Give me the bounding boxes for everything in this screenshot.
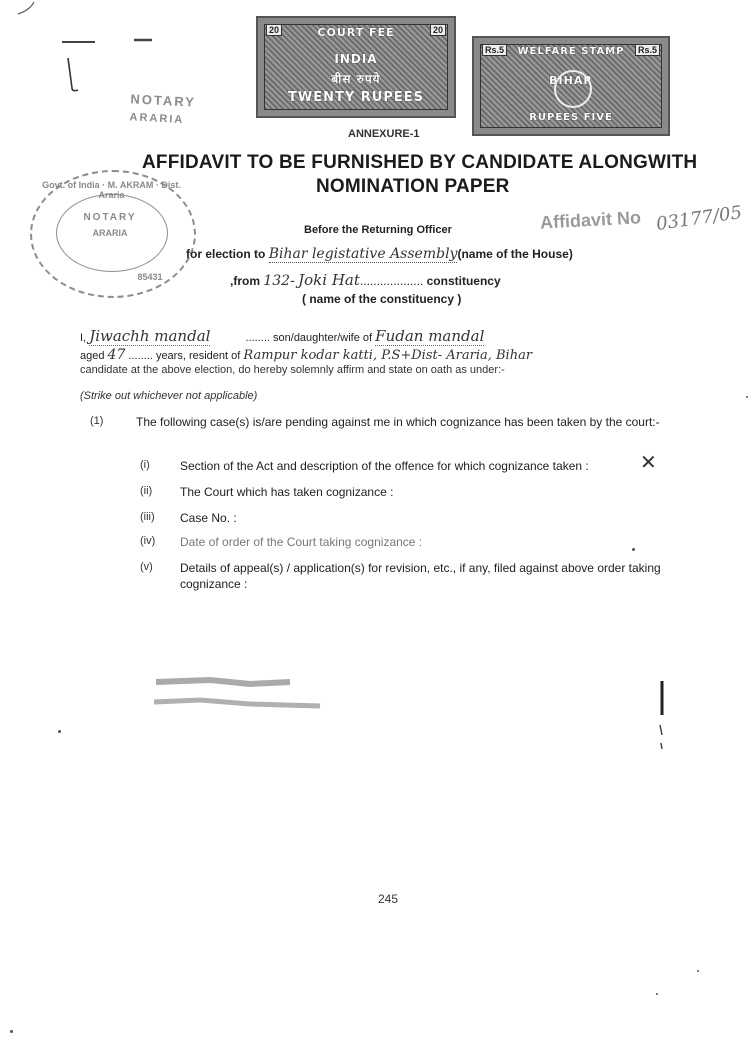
affidavit-title-line1: AFFIDAVIT TO BE FURNISHED BY CANDIDATE ALONGWITH [142,152,698,173]
seal-center-line1: NOTARY [83,212,137,223]
constituency-line [230,271,501,289]
seal-number: 85431 [137,272,163,282]
section-1-text: The following case(s) is/are pending against me in which cognizance has been taken by the court:- [136,415,660,429]
years-resident-label: ........ years, resident of [128,350,241,362]
item-i-number: (i) [140,459,150,471]
item-iv-number: (iv) [140,535,156,547]
strike-note: (Strike out whichever not applicable) [80,390,258,402]
section-1-number: (1) [90,415,104,427]
i-label: I, [80,332,87,344]
item-ii-text: The Court which has taken cognizance : [180,485,394,499]
constituency-name: Joki Hat [298,271,360,289]
house-suffix: (name of the House) [457,247,573,261]
welfare-stamp: Rs.5 Rs.5 WELFARE STAMP BIHAR RUPEES FIVE [472,36,670,136]
constituency-label: constituency [426,274,501,288]
for-election-label: for election to [186,247,266,261]
item-i-text: Section of the Act and description of the offence for which cognizance taken : [180,459,589,473]
item-iv-text: Date of order of the Court taking cognizance : [180,535,423,549]
dash-mark [130,30,160,50]
aged-label: aged [80,350,105,362]
constituency-note: ( name of the constituency ) [302,292,462,306]
margin-mark-right [650,675,680,755]
item-v-text: Details of appeal(s) / application(s) for revision, etc., if any, filed against above order taking cognizance : [180,561,661,591]
affidavit-no-value: 03177/05 [654,202,744,235]
declaration-line1 [80,327,720,345]
constituency-number: 132- [263,273,295,289]
relation-label: ........ son/daughter/wife of [245,332,373,344]
item-iii-text: Case No. : [180,511,237,525]
notary-stamp-top: NOTARY ARARIA [129,91,197,127]
election-line [186,246,573,262]
constituency-dots: ................... [359,274,424,288]
before-officer: Before the Returning Officer [304,224,452,236]
from-label: ,from [230,274,260,288]
candidate-address: Rampur kodar katti, P.S+Dist- Araria, Bihar [243,348,533,363]
court-fee-stamp: 20 20 COURT FEE INDIA बीस रुपये TWENTY RUPEES [256,16,456,118]
emblem-icon [554,70,592,108]
faded-signature [150,670,340,720]
item-v-number: (v) [140,561,153,573]
item-ii-number: (ii) [140,485,153,497]
item-iii-number: (iii) [140,511,155,523]
affidavit-title-line2: NOMINATION PAPER [316,176,510,197]
parent-name: Fudan mandal [375,327,485,345]
seal-ring-text: Govt. of India · M. AKRAM · Dist. Araria [42,180,181,200]
candidate-age: 47 [107,347,126,363]
annexure-label: ANNEXURE-1 [348,128,420,140]
candidate-name: Jiwachh mandal [89,327,211,345]
seal-center-line2: ARARIA [92,228,128,238]
page-number: 245 [378,892,399,906]
declaration-line2 [80,347,532,363]
house-name: Bihar legistative Assembly [268,246,458,262]
declaration-closing: candidate at the above election, do hereby solemnly affirm and state on oath as under:- [80,364,505,376]
cross-mark-icon: ✕ [640,452,657,474]
affidavit-no-label: Affidavit No [539,207,642,233]
margin-scribble [0,0,120,130]
